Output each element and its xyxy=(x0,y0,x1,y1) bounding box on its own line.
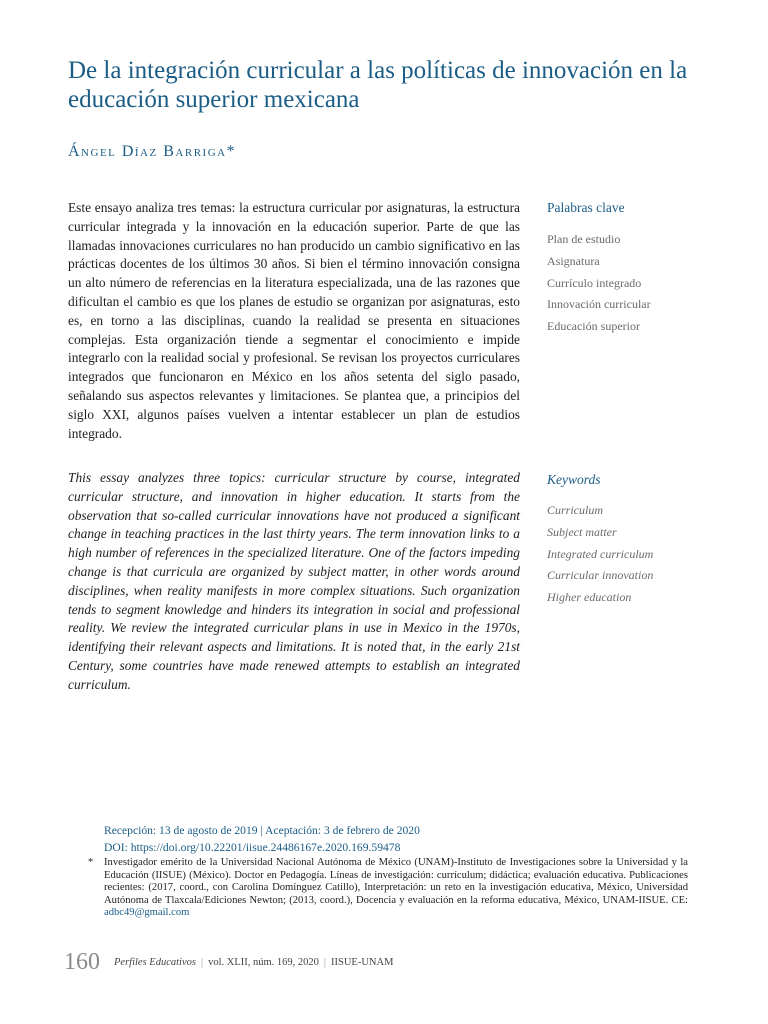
keyword-item: Innovación curricular xyxy=(547,297,651,312)
footnote-text xyxy=(104,857,688,920)
abstract-english: This essay analyzes three topics: curricular structure by course, integrated curricular structure, and innovation in higher education. It starts from the observation that so-called curricular innovations have not produced a significant change in teaching practices in the last thirty years. The term innovation links to a high number of references in the specialized literature. One of the factors impeding change is that curricula are organized by subject matter, in other words around disciplines, when reality manifests in more complex situations. Such organization tends to segment knowledge and hinders its integration in social and professional reality. We review the integrated curricular plans in use in Mexico in the 1970s, identifying their relevant aspects and limitations. It is noted that, in the early 21st Century, some countries have made renewed attempts to establish an integrated curriculum. xyxy=(68,470,520,692)
keyword-item: Curriculum xyxy=(547,503,604,517)
keyword-item: Higher education xyxy=(547,590,632,605)
footer-separator: | xyxy=(200,957,204,968)
footer-separator: | xyxy=(323,957,326,968)
author-name: Ángel Díaz Barriga* xyxy=(68,143,237,160)
keyword-item: Integrated curriculum xyxy=(547,546,654,561)
keyword-item: Subject matter xyxy=(547,524,617,539)
footnote-marker: * xyxy=(88,857,94,868)
running-footer xyxy=(114,957,393,968)
keyword-item: Plan de estudio xyxy=(547,232,621,246)
journal-publisher: IISUE-UNAM xyxy=(331,957,394,968)
keywords-list-spanish xyxy=(547,229,651,338)
keyword-item: Curricular innovation xyxy=(547,568,654,583)
article-title: De la integración curricular a las políticas de innovación en la educación superior mexicana xyxy=(68,57,688,113)
doi-link[interactable]: DOI: https://doi.org/10.22201/iisue.24486167e.2020.169.59478 xyxy=(104,840,401,854)
keyword-item: Educación superior xyxy=(547,319,640,334)
author-email-link[interactable]: adbc49@gmail.com xyxy=(104,907,190,919)
keywords-heading-spanish: Palabras clave xyxy=(547,200,625,215)
received-accepted-dates: Recepción: 13 de agosto de 2019 | Aceptación: 3 de febrero de 2020 xyxy=(104,824,420,837)
keywords-heading-english: Keywords xyxy=(547,472,601,487)
publication-dates xyxy=(104,823,420,856)
keywords-list-english xyxy=(547,500,653,609)
keyword-item: Currículo integrado xyxy=(547,275,642,290)
author-footnote xyxy=(88,857,688,920)
page-number: 160 xyxy=(64,949,100,975)
journal-volume: vol. XLII, núm. 169, 2020 xyxy=(208,957,319,968)
abstract-spanish: Este ensayo analiza tres temas: la estructura curricular por asignaturas, la estructura curricular integrada y la innovación en la educación superior. Parte de que las llamadas innovaciones curriculares no han producido un cambio significativo en las prácticas docentes de los últimos 30 años. Si bien el término innovación consigna un alto número de referencias en la literatura especializada, una de las razones que dificultan el cambio es que los planes de estudio se organizan por asignaturas, esto es, en torno a las disciplinas, cuando la realidad se presenta en situaciones complejas. Esta organización tiende a segmentar el conocimiento e impide integrarlo con la realidad social y profesional. Se revisan los proyectos curriculares integrados que funcionaron en México en los años setenta del siglo pasado, señalando sus aspectos relevantes y limitaciones. Se plantea que, a principios del siglo XXI, algunos países vuelven a intentar establecer un plan de estudios integrado. xyxy=(68,200,520,441)
journal-name: Perfiles Educativos xyxy=(114,957,196,968)
keyword-item: Asignatura xyxy=(547,253,600,268)
footnote-body: Investigador emérito de la Universidad Nacional Autónoma de México (UNAM)-Instituto de Investigaciones sobre la Universidad y la Educación (IISUE) (México). Doctor en Pedagogía. Líneas de investigación: currículum; didáctica; evaluación educativa. Publicaciones recientes: (2017, coord., con Carolina Domínguez Catillo), Interpretación: un reto en la investigación educativa, México, Universidad Autónoma de Tlaxcala/Ediciones Newton; (2013, coord.), Docencia y evaluación en la reforma educativa, México, UNAM-IISUE. CE: xyxy=(104,857,688,906)
